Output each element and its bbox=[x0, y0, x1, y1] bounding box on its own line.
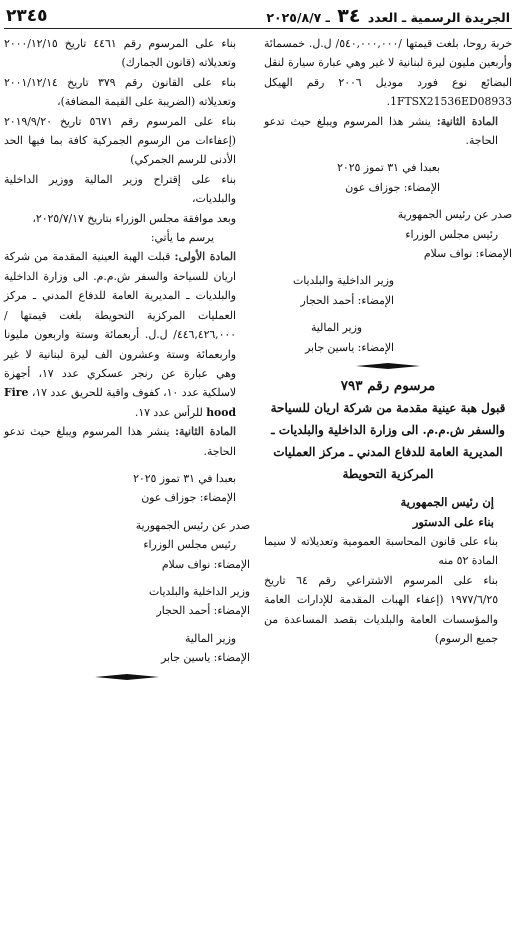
decrees-statement: يرسم ما يأتي: bbox=[150, 231, 214, 245]
signing-place-date-left: بعبدا في ٣١ تموز ٢٠٢٥ bbox=[133, 471, 236, 485]
article-1 bbox=[4, 247, 250, 422]
council-approval: وبعد موافقة مجلس الوزراء بتاريخ ٢٠٢٥/٧/١٧، bbox=[32, 211, 236, 225]
legal-basis-1: بناء على قانون المحاسبة العمومية وتعديلاته لا سيما المادة ٥٢ منه bbox=[264, 534, 498, 568]
finance-minister-title: وزير المالية bbox=[311, 321, 362, 335]
article-1-end: للرأس عدد ١٧. bbox=[134, 405, 203, 419]
continued-text: خربة روحا، بلغت قيمتها /٥٤٠,٠٠٠,٠٠٠/ ل.ل. خمسمائة وأربعين مليون ليرة لبنانية لا غير وهي عبارة سيارة لنقل البضائع نوع فورد موديل ٢٠٠٦ رقم الهيكل 1FTSX21536ED08933. bbox=[264, 37, 512, 109]
interior-minister-signature: الإمضاء: أحمد الحجار bbox=[300, 293, 394, 307]
legal-basis-5: بناء على المرسوم رقم ٥٦٧١ تاريخ ٢٠١٩/٩/٢٠ (إعفاءات من الرسوم الجمركية كافة بما فيها الحد الأدنى للرسم الجمركي) bbox=[4, 114, 236, 167]
interior-minister-title-left: وزير الداخلية والبلديات bbox=[149, 584, 250, 598]
article-2-label: المادة الثانية: bbox=[436, 114, 498, 128]
header-issue-number: ٣٤ bbox=[337, 5, 361, 27]
header-date: ـ ٢٠٢٥/٨/٧ bbox=[266, 10, 330, 25]
decree-subject: قبول هبة عينية مقدمة من شركة اريان للسياحة والسفر ش.م.م. الى وزارة الداخلية والبلديات ـ المديرية العامة للدفاع المدني ـ مركز العمليات المركزية التحويطة bbox=[270, 401, 506, 482]
section-separator bbox=[264, 363, 512, 369]
finance-minister-signature-left: الإمضاء: ياسين جابر bbox=[161, 651, 250, 665]
pm-signature: الإمضاء: نواف سلام bbox=[423, 247, 512, 261]
president-signature-left: الإمضاء: جوزاف عون bbox=[141, 491, 236, 505]
page-number: ٢٣٤٥ bbox=[6, 6, 48, 26]
legal-basis-3: بناء على المرسوم رقم ٤٤٦١ تاريخ ٢٠٠٠/١٢/١٥ وتعديلاته (قانون الجمارك) bbox=[4, 37, 236, 70]
legal-basis-2: بناء على المرسوم الاشتراعي رقم ٦٤ تاريخ ١٩٧٧/٦/٢٥ (إعفاء الهبات المقدمة للإدارات العامة والمؤسسات العامة والبلديات بقصد المساعدة من جميع الرسوم) bbox=[264, 573, 498, 645]
header-title bbox=[266, 5, 510, 27]
interior-minister-signature-left: الإمضاء: أحمد الحجار bbox=[156, 604, 250, 618]
article-1-label: المادة الأولى: bbox=[174, 250, 237, 264]
issued-by: صدر عن رئيس الجمهورية bbox=[397, 208, 512, 222]
article-2-left-label: المادة الثانية: bbox=[175, 425, 236, 439]
pm-title: رئيس مجلس الوزراء bbox=[405, 227, 498, 241]
pm-title-left: رئيس مجلس الوزراء bbox=[143, 538, 236, 552]
continued-paragraph: خربة روحا، بلغت قيمتها /٥٤٠,٠٠٠,٠٠٠/ ل.ل. خمسمائة وأربعين مليون ليرة لبنانية لا غير وهي عبارة سيارة لنقل البضائع نوع فورد موديل ٢٠٠٦ رقم الهيكل bbox=[264, 37, 512, 89]
issued-by-left: صدر عن رئيس الجمهورية bbox=[135, 518, 250, 532]
fire-hood-term: Fire hood bbox=[4, 386, 236, 419]
header-title-prefix: الجريدة الرسمية ـ العدد bbox=[367, 10, 510, 25]
pm-signature-left: الإمضاء: نواف سلام bbox=[161, 557, 250, 571]
legal-basis-4: بناء على القانون رقم ٣٧٩ تاريخ ٢٠٠١/١٢/١٤ وتعديلاته (الضريبة على القيمة المضافة)، bbox=[4, 75, 236, 109]
proposal-basis: بناء على إقتراح وزير المالية ووزير الداخلية والبلديات، bbox=[4, 172, 236, 206]
article-2 bbox=[264, 112, 512, 151]
article-1-text: قبلت الهبة العينية المقدمة من شركة اريان للسياحة والسفر ش.م.م. الى وزارة الداخلية والبلديات ـ المديرية العامة للدفاع المدني ـ مركز العمليات المركزية التحويطة بلغت قيمتها /٤٤٦,٤٢٦,٠٠٠/ ل.ل. أربعمائة وستة واربعون مليونا واربعمائة وستة وعشرون الف ليرة لبنانية لا غير وهي عبارة عن رنجر عسكري عدد ١٧، أجهزة لاسلكية عدد ١٠، كفوف واقية للحريق عدد ١٧، bbox=[4, 250, 236, 400]
interior-minister-title: وزير الداخلية والبلديات bbox=[293, 274, 394, 288]
article-2-left-text: ينشر هذا المرسوم ويبلغ حيث تدعو الحاجة. bbox=[4, 425, 236, 458]
signing-place-date: بعبدا في ٣١ تموز ٢٠٢٥ bbox=[337, 161, 440, 175]
finance-minister-title-left: وزير المالية bbox=[185, 631, 236, 645]
president-signature: الإمضاء: جوزاف عون bbox=[345, 180, 440, 194]
left-column bbox=[4, 34, 250, 686]
article-2-left bbox=[4, 422, 250, 461]
page-header bbox=[4, 4, 512, 29]
finance-minister-signature: الإمضاء: ياسين جابر bbox=[305, 340, 394, 354]
vehicle-chassis-number: 1FTSX21536ED08933 bbox=[390, 95, 512, 109]
section-separator-left bbox=[4, 674, 250, 680]
constitution-basis: بناء على الدستور bbox=[412, 514, 494, 529]
decree-title: مرسوم رقم ٧٩٣ bbox=[340, 378, 436, 395]
right-column bbox=[264, 34, 512, 648]
article-2-text: ينشر هذا المرسوم ويبلغ حيث تدعو الحاجة. bbox=[264, 114, 498, 148]
president-heading: إن رئيس الجمهورية bbox=[400, 495, 494, 510]
